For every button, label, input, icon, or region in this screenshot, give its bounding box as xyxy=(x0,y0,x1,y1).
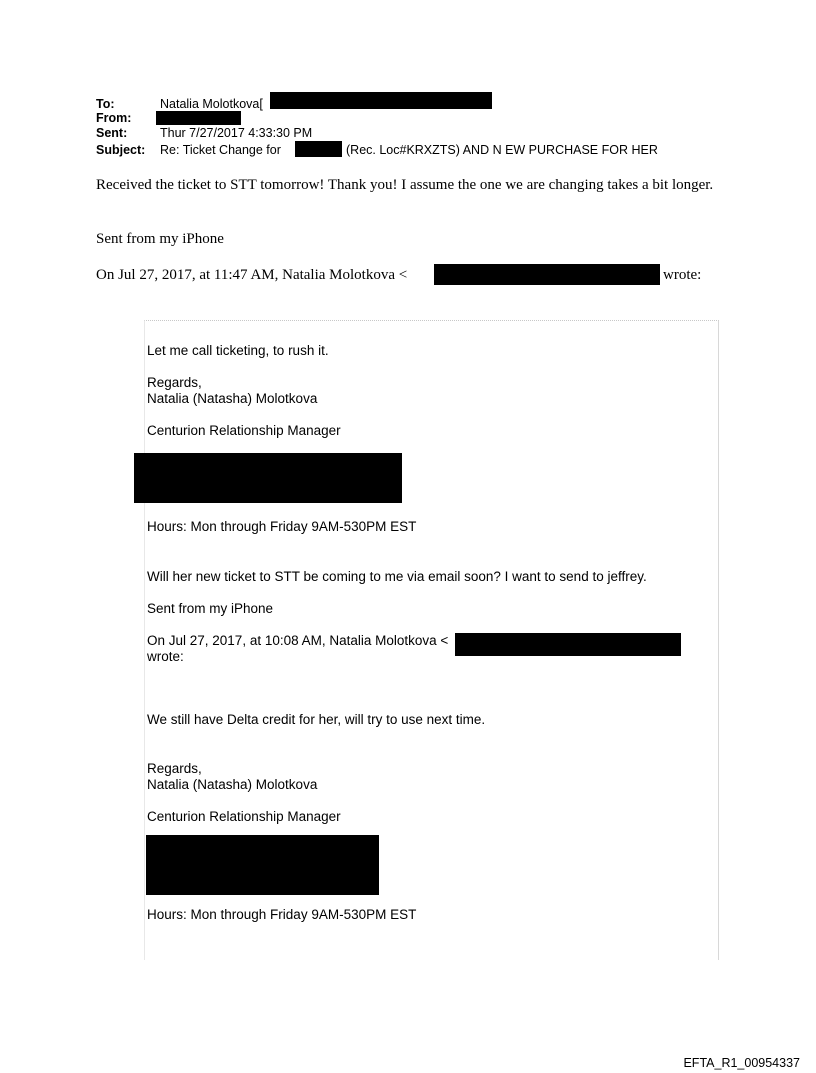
sent-value: Thur 7/27/2017 4:33:30 PM xyxy=(160,126,313,140)
redaction-from xyxy=(156,111,241,125)
quoted-regards: Regards, xyxy=(147,375,202,390)
to-label: To: xyxy=(96,97,115,111)
quoted-question: Will her new ticket to STT be coming to me via email soon? I want to send to jeffrey. xyxy=(147,569,647,584)
subject-label: Subject: xyxy=(96,143,146,157)
redaction-to-email xyxy=(270,92,492,109)
subject-suffix: (Rec. Loc#KRXZTS) AND N EW PURCHASE FOR HER xyxy=(346,143,658,157)
redaction-sender-email-2 xyxy=(455,633,681,656)
redaction-contact-block-2 xyxy=(146,835,379,895)
quoted-regards-2: Regards, xyxy=(147,761,202,776)
redaction-sender-email xyxy=(434,264,660,285)
quoted-intro2-prefix: On Jul 27, 2017, at 10:08 AM, Natalia Molotkova < xyxy=(147,633,449,648)
to-value: Natalia Molotkova[ xyxy=(160,97,263,111)
quoted-name-2: Natalia (Natasha) Molotkova xyxy=(147,777,318,792)
subject-prefix: Re: Ticket Change for xyxy=(160,143,281,157)
quoted-hours-2: Hours: Mon through Friday 9AM-530PM EST xyxy=(147,907,417,922)
from-label: From: xyxy=(96,111,132,125)
quoted-name: Natalia (Natasha) Molotkova xyxy=(147,391,318,406)
sent-label: Sent: xyxy=(96,126,128,140)
reply-paragraph: Received the ticket to STT tomorrow! Thank you! I assume the one we are changing takes a bit longer. xyxy=(96,177,714,193)
quoted-delta-credit: We still have Delta credit for her, will try to use next time. xyxy=(147,712,486,727)
redaction-subject-name xyxy=(295,141,342,157)
redaction-contact-block-1 xyxy=(134,453,402,503)
quoted-title: Centurion Relationship Manager xyxy=(147,423,341,438)
reply-quote-intro-prefix: On Jul 27, 2017, at 11:47 AM, Natalia Molotkova < xyxy=(96,267,408,283)
quoted-line-rush: Let me call ticketing, to rush it. xyxy=(147,343,329,358)
quoted-hours: Hours: Mon through Friday 9AM-530PM EST xyxy=(147,519,417,534)
reply-quote-intro-suffix: wrote: xyxy=(663,267,702,283)
quoted-title-2: Centurion Relationship Manager xyxy=(147,809,341,824)
document-id: EFTA_R1_00954337 xyxy=(683,1056,800,1070)
quoted-intro2-suffix: wrote: xyxy=(147,649,184,664)
quoted-signature: Sent from my iPhone xyxy=(147,601,274,616)
reply-signature: Sent from my iPhone xyxy=(96,231,224,247)
